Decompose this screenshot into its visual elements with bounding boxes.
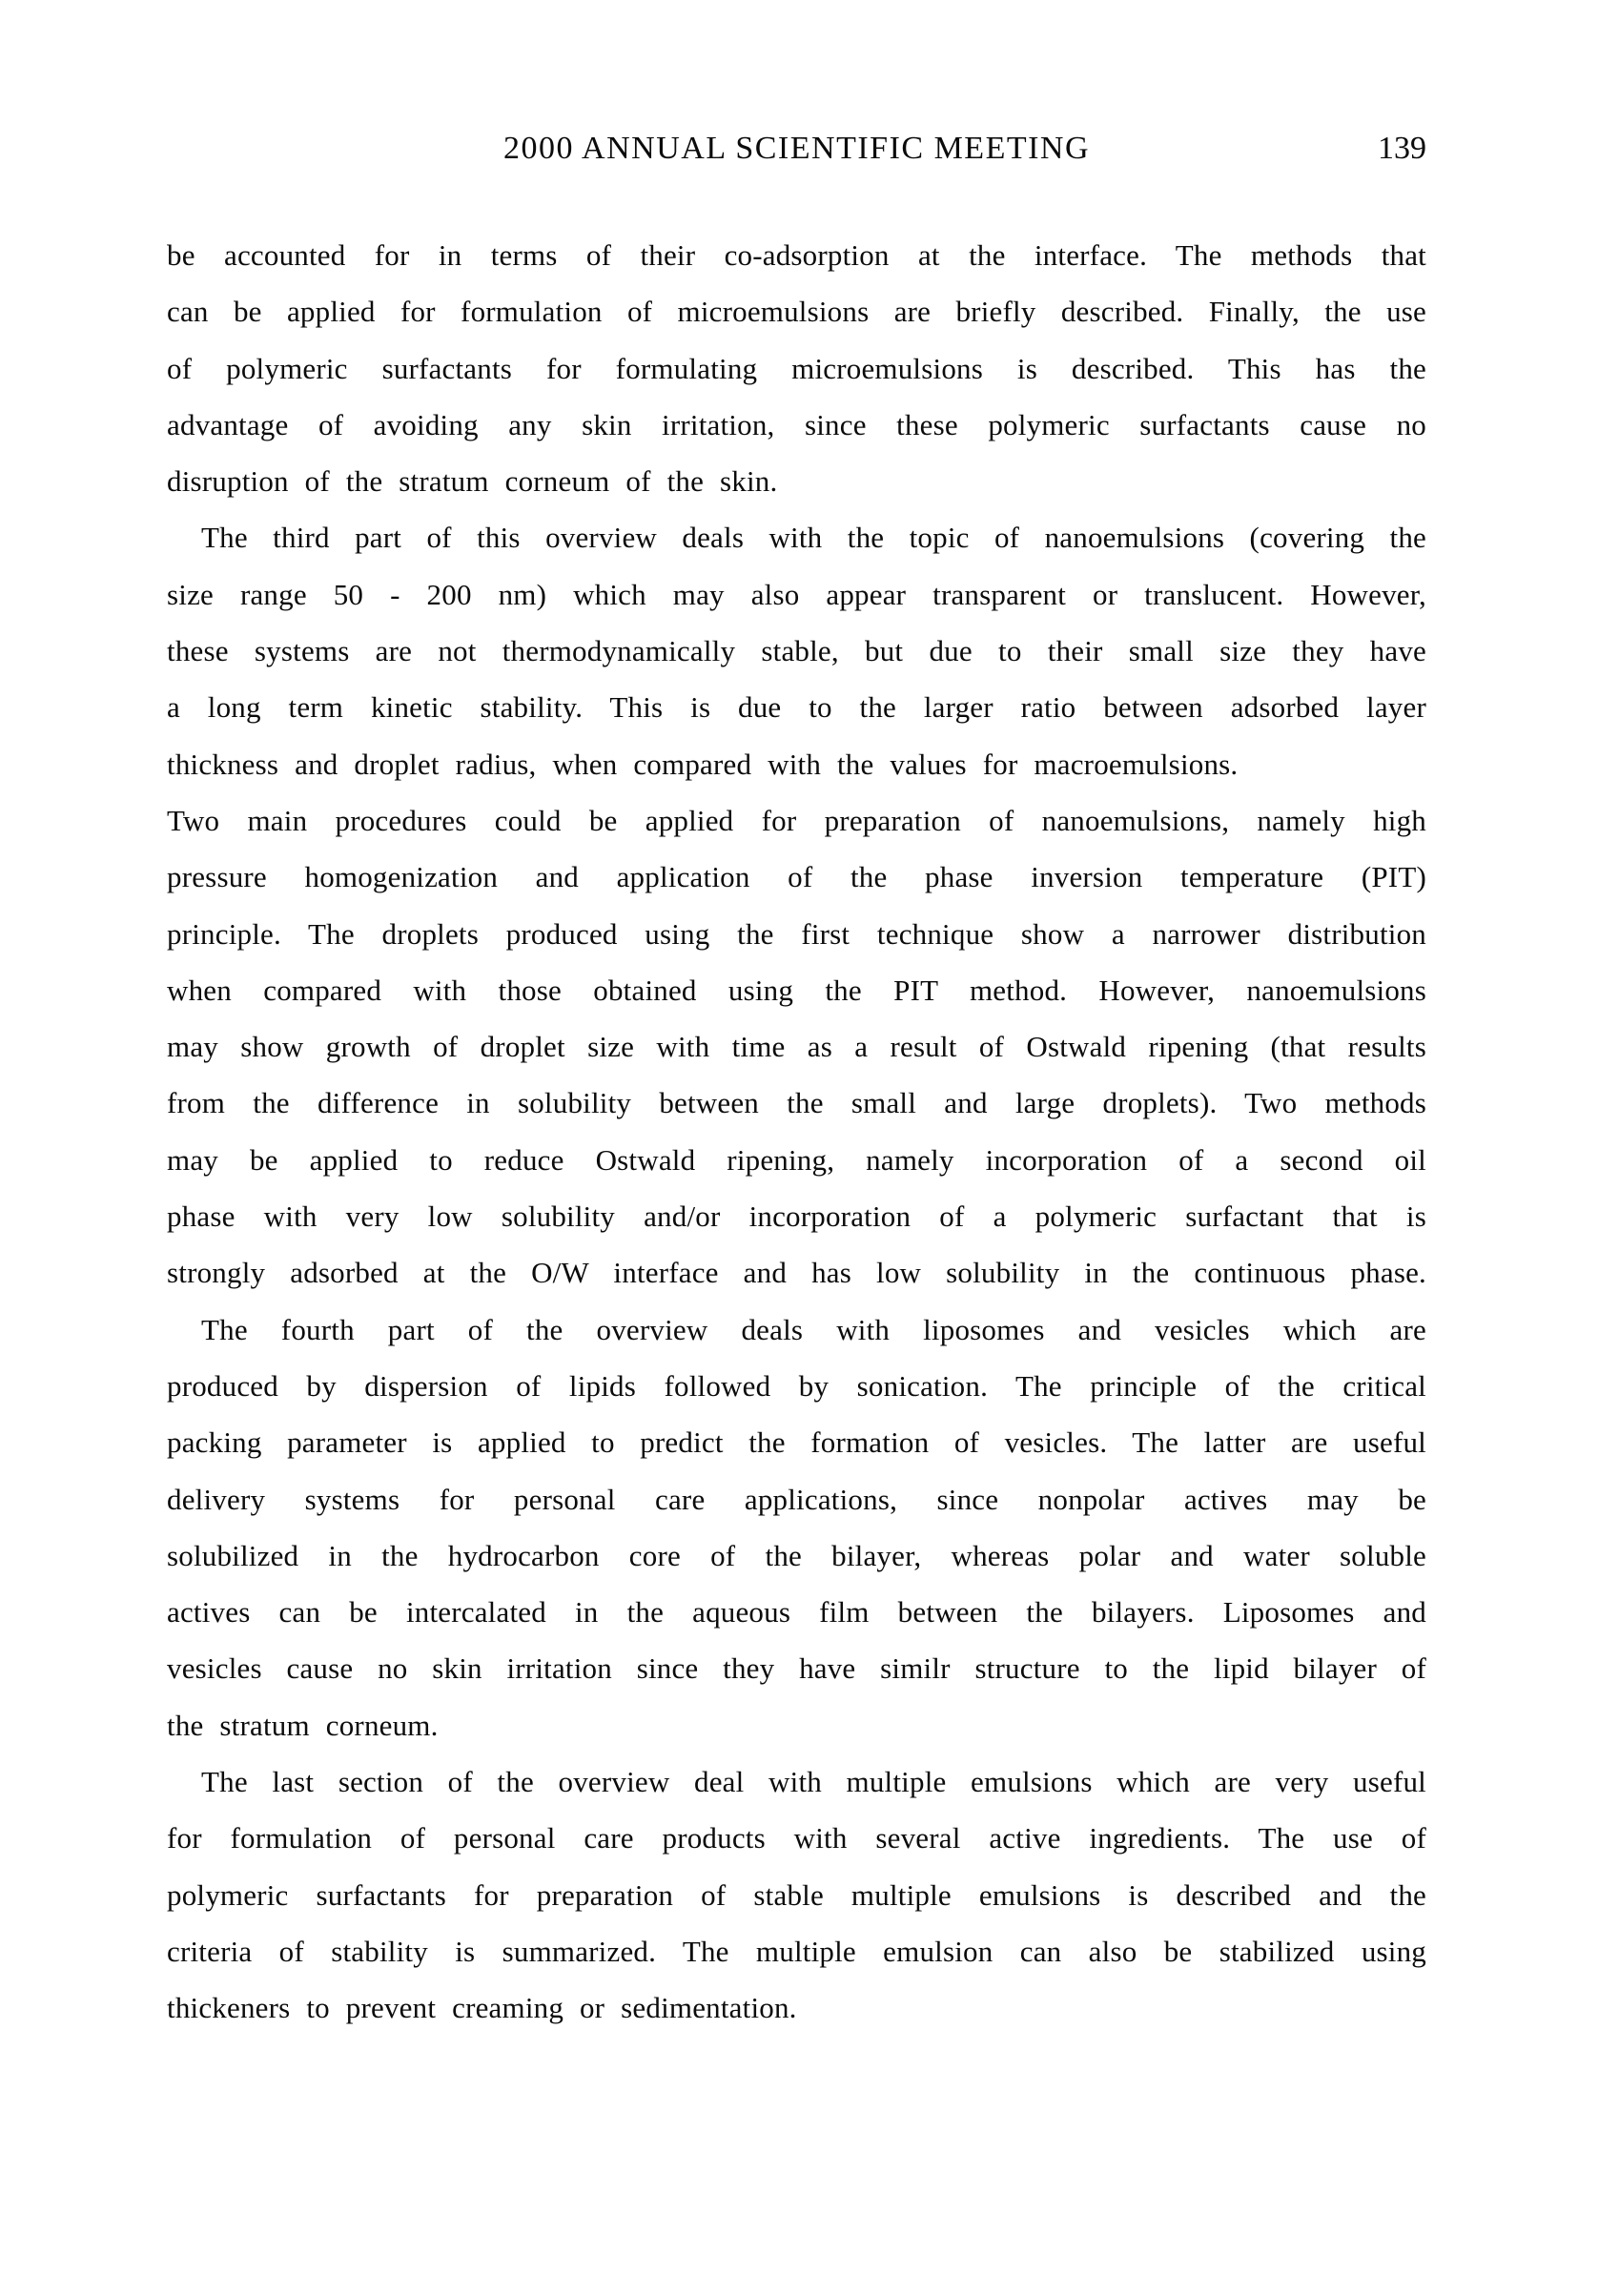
text-line: packing parameter is applied to predict the formation of vesicles. The latter are useful: [167, 1425, 1426, 1460]
text-line: may be applied to reduce Ostwald ripening, namely incorporation of a second oil: [167, 1142, 1426, 1177]
text-line: when compared with those obtained using the PIT method. However, nanoemulsions: [167, 973, 1426, 1007]
text-line: disruption of the stratum corneum of the skin.: [167, 464, 778, 499]
text-line: Two main procedures could be applied for preparation of nanoemulsions, namely high: [167, 803, 1426, 837]
text-line: be accounted for in terms of their co-adsorption at the interface. The methods that: [167, 238, 1426, 272]
text-line: advantage of avoiding any skin irritation, since these polymeric surfactants cause no: [167, 407, 1426, 441]
running-title: 2000 ANNUAL SCIENTIFIC MEETING: [502, 131, 1091, 166]
text-line: thickness and droplet radius, when compared with the values for macroemulsions.: [167, 747, 1239, 781]
text-line: polymeric surfactants for preparation of stable multiple emulsions is described and the: [167, 1877, 1426, 1912]
text-line: The third part of this overview deals with the topic of nanoemulsions (covering the: [201, 521, 1426, 555]
text-line: delivery systems for personal care applications, since nonpolar actives may be: [167, 1482, 1426, 1516]
text-line: size range 50 - 200 nm) which may also appear transparent or translucent. However,: [167, 577, 1426, 611]
text-line: the stratum corneum.: [167, 1708, 439, 1742]
text-line: thickeners to prevent creaming or sedimentation.: [167, 1991, 797, 2025]
text-line: these systems are not thermodynamically stable, but due to their small size they have: [167, 634, 1426, 668]
text-line: principle. The droplets produced using the first technique show a narrower distribution: [167, 916, 1426, 951]
text-line: pressure homogenization and application of the phase inversion temperature (PIT): [167, 860, 1426, 894]
text-line: a long term kinetic stability. This is due to the larger ratio between adsorbed layer: [167, 690, 1426, 725]
text-line: actives can be intercalated in the aqueous film between the bilayers. Liposomes and: [167, 1595, 1426, 1630]
text-line: of polymeric surfactants for formulating microemulsions is described. This has the: [167, 351, 1426, 385]
text-line: can be applied for formulation of microemulsions are briefly described. Finally, the use: [167, 295, 1426, 329]
text-line: The last section of the overview deal with multiple emulsions which are very useful: [201, 1765, 1426, 1799]
page-number: 139: [1378, 131, 1426, 166]
text-line: may show growth of droplet size with time as a result of Ostwald ripening (that results: [167, 1030, 1426, 1064]
page-header: [167, 128, 1426, 170]
abstract-body-text: [167, 227, 1426, 2037]
text-line: vesicles cause no skin irritation since they have similr structure to the lipid bilayer of: [167, 1651, 1426, 1686]
text-line: strongly adsorbed at the O/W interface and has low solubility in the continuous phase.: [167, 1256, 1426, 1290]
text-line: from the difference in solubility between the small and large droplets). Two methods: [167, 1086, 1426, 1120]
text-line: produced by dispersion of lipids followed by sonication. The principle of the critical: [167, 1368, 1426, 1403]
text-line: solubilized in the hydrocarbon core of the bilayer, whereas polar and water soluble: [167, 1538, 1426, 1572]
text-line: phase with very low solubility and/or incorporation of a polymeric surfactant that is: [167, 1199, 1426, 1234]
text-line: The fourth part of the overview deals with liposomes and vesicles which are: [201, 1312, 1426, 1346]
text-line: criteria of stability is summarized. The multiple emulsion can also be stabilized using: [167, 1934, 1426, 1968]
text-line: for formulation of personal care products with several active ingredients. The use of: [167, 1821, 1426, 1855]
